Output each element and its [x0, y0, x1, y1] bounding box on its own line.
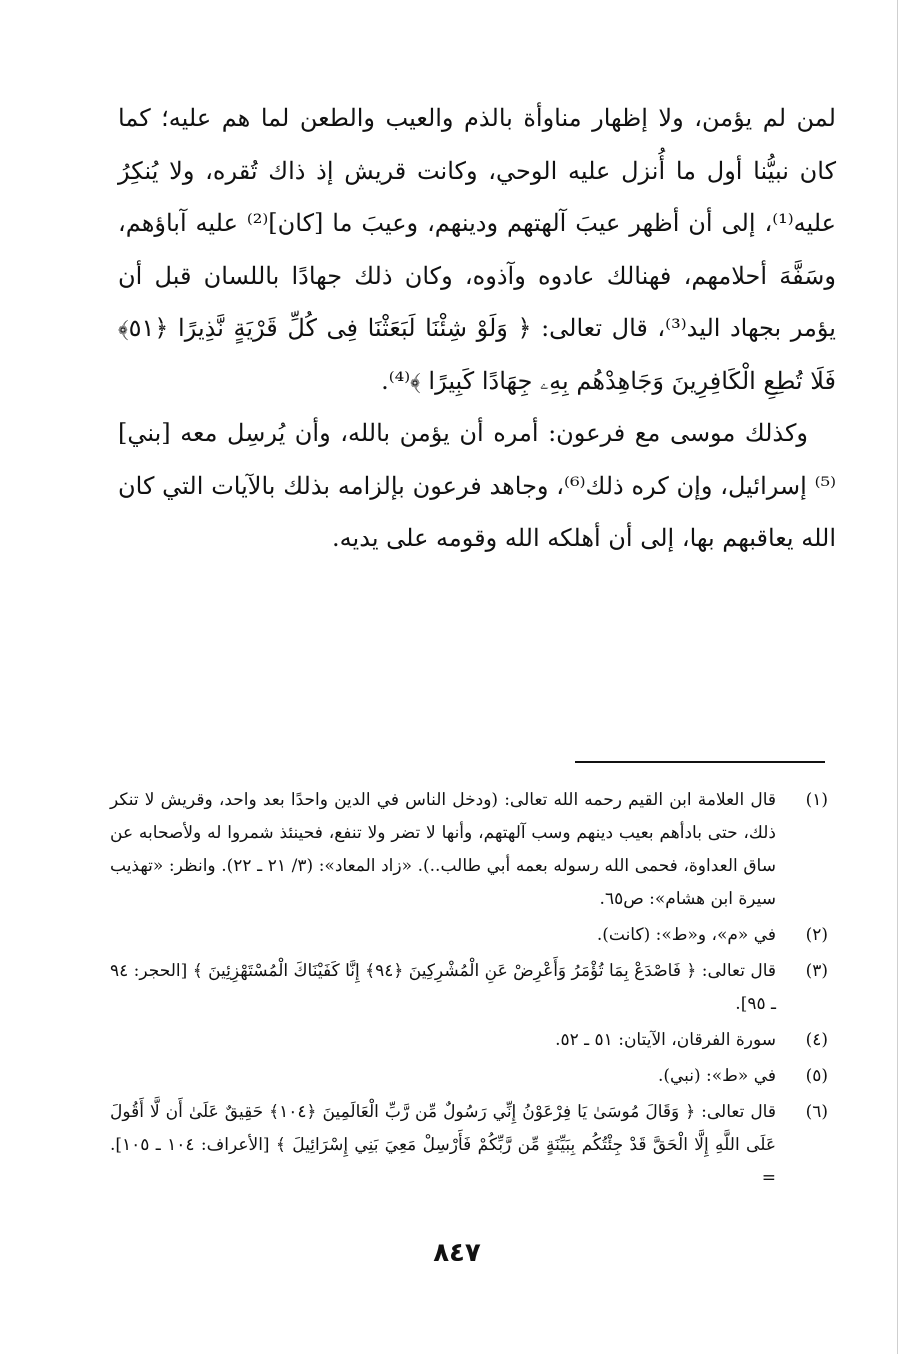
footnote-5 — [110, 1060, 828, 1093]
footnote-text: في «م»، و«ط»: (كانت). — [596, 925, 776, 945]
footnote-text: قال تعالى: ﴿ فَاصْدَعْ بِمَا تُؤْمَرُ وَأَعْرِضْ عَنِ الْمُشْرِكِينَ ﴿٩٤﴾ إِنَّا كَفَيْنَاكَ الْمُسْتَهْزِئِينَ ﴾ [الحجر: ٩٤ ـ ٩٥]. — [110, 961, 777, 1014]
footnote-1 — [110, 784, 828, 916]
footnote-4 — [110, 1024, 828, 1057]
footnote-number: (٥) — [805, 1066, 828, 1086]
paragraph-1: لمن لم يؤمن، ولا إظهار مناوأة بالذم والعيب والطعن لما هم عليه؛ كما كان نبيُّنا أول ما أُنزل عليه الوحي، وكانت قريش إذ ذاك تُقره، ولا يُنكِرُ عليه⁽¹⁾، إلى أن أظهر عيبَ آلهتهم ودينهم، وعيبَ ما [كان]⁽²⁾ عليه آباؤهم، وسَفَّهَ أحلامهم، فهنالك عادوه وآذوه، وكان ذلك جهادًا باللسان قبل أن يؤمر بجهاد اليد⁽³⁾، قال تعالى: ﴿ وَلَوْ شِئْنَا لَبَعَثْنَا فِى كُلِّ قَرْيَةٍ نَّذِيرًا ﴿٥١﴾ فَلَا تُطِعِ الْكَافِرِينَ وَجَاهِدْهُم بِهِۦ جِهَادًا كَبِيرًا ﴾⁽⁴⁾. — [118, 104, 837, 395]
footnote-text: سورة الفرقان، الآيتان: ٥١ ـ ٥٢. — [555, 1030, 776, 1050]
footnote-separator — [575, 761, 825, 763]
paragraph-2: وكذلك موسى مع فرعون: أمره أن يؤمن بالله، وأن يُرسِل معه [بني]⁽⁵⁾ إسرائيل، وإن كره ذلك⁽⁶⁾، وجاهد فرعون بإلزامه بذلك بالآيات التي كان الله يعاقبهم بها، إلى أن أهلكه الله وقومه على يديه. — [118, 419, 837, 552]
main-text — [118, 92, 836, 565]
footnote-text: قال تعالى: ﴿ وَقَالَ مُوسَىٰ يَا فِرْعَوْنُ إِنِّي رَسُولٌ مِّن رَّبِّ الْعَالَمِينَ ﴿١٠٤﴾ حَقِيقٌ عَلَىٰ أَن لَّا أَقُولَ عَلَى اللَّهِ إِلَّا الْحَقَّ قَدْ جِئْتُكُم بِبَيِّنَةٍ مِّن رَّبِّكُمْ فَأَرْسِلْ مَعِيَ بَنِي إِسْرَائِيلَ ﴾ [الأعراف: ١٠٤ ـ ١٠٥]. = — [110, 1102, 776, 1188]
footnote-number: (٢) — [805, 925, 828, 945]
footnote-number: (٦) — [805, 1102, 828, 1122]
footnote-number: (٣) — [805, 961, 828, 981]
page-edge-line — [897, 0, 898, 1354]
page-number: ٨٤٧ — [433, 1238, 481, 1268]
footnote-3 — [110, 955, 828, 1021]
footnotes — [110, 784, 828, 1198]
footnote-2 — [110, 919, 828, 952]
footnote-text: قال العلامة ابن القيم رحمه الله تعالى: (ودخل الناس في الدين واحدًا بعد واحد، وقريش لا تنكر ذلك، حتى بادأهم بعيب دينهم وسب آلهتهم، وأنها لا تضر ولا تنفع، فحينئذ شمروا له ولأصحابه عن ساق العداوة، فحمى الله رسوله بعمه أبي طالب..). «زاد المعاد»: (٣/ ٢١ ـ ٢٢). وانظر: «تهذيب سيرة ابن هشام»: ص٦٥. — [110, 790, 776, 909]
footnote-6 — [110, 1096, 828, 1195]
footnote-number: (١) — [805, 790, 828, 810]
footnote-number: (٤) — [805, 1030, 828, 1050]
footnote-text: في «ط»: (نبي). — [657, 1066, 776, 1086]
